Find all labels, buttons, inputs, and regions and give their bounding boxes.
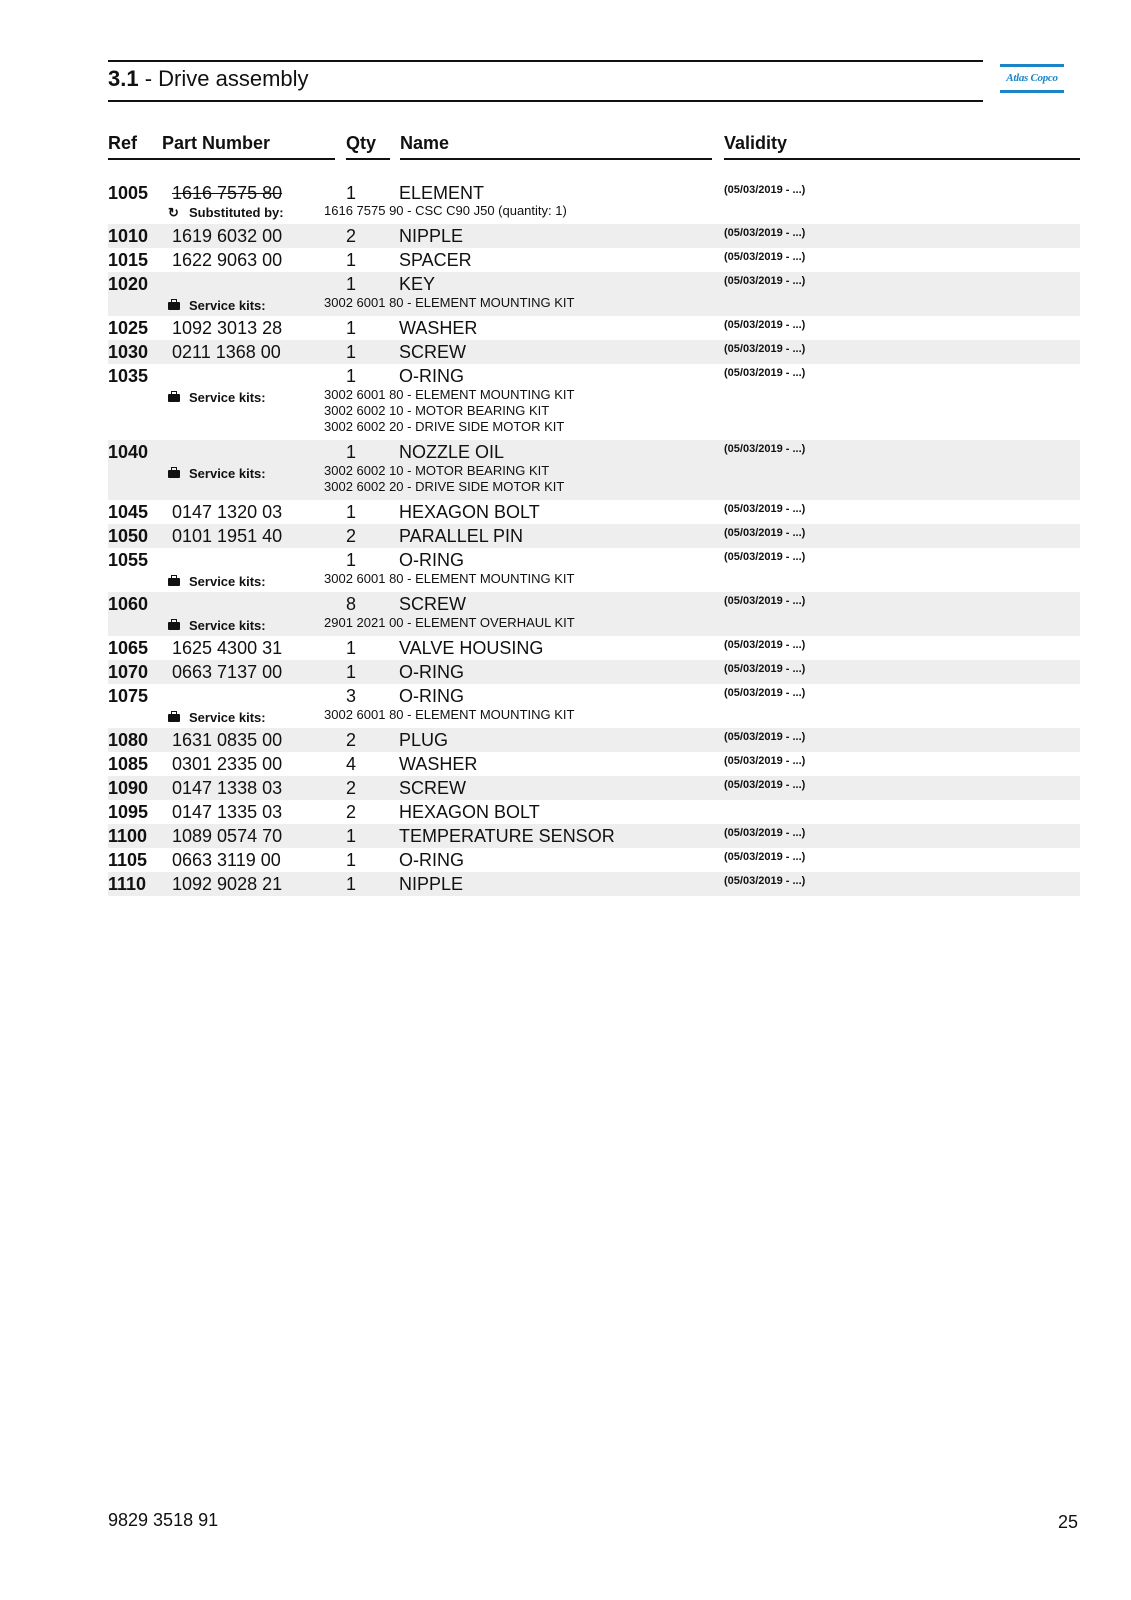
- ref-cell: 1055: [108, 550, 149, 570]
- ref-cell: 1040: [108, 442, 149, 462]
- toolbox-icon: [168, 466, 182, 482]
- logo-text: Atlas Copco: [1006, 72, 1058, 84]
- part-number-cell: 0147 1320 03: [172, 502, 283, 522]
- qty-cell: 4: [346, 754, 357, 774]
- part-number-cell: 1616 7575 80: [172, 183, 283, 203]
- name-cell: SCREW: [399, 778, 466, 798]
- service-kits-text: Service kits:: [189, 298, 266, 313]
- service-kit-item: 2901 2021 00 - ELEMENT OVERHAUL KIT: [324, 615, 575, 630]
- name-cell: SPACER: [399, 250, 472, 270]
- name-cell: ELEMENT: [399, 183, 485, 203]
- table-row: [108, 592, 1080, 636]
- validity-cell: (05/03/2019 - ...): [724, 319, 806, 331]
- ref-cell: 1015: [108, 250, 149, 270]
- ref-cell: 1030: [108, 342, 149, 362]
- table-row: [108, 776, 1080, 800]
- part-number-cell: 1622 9063 00: [172, 250, 283, 270]
- validity-cell: (05/03/2019 - ...): [724, 367, 806, 379]
- service-kits-text: Service kits:: [189, 618, 266, 633]
- qty-cell: 1: [346, 850, 357, 870]
- name-cell: NOZZLE OIL: [399, 442, 505, 462]
- qty-cell: 1: [346, 366, 357, 386]
- name-cell: NIPPLE: [399, 874, 464, 894]
- name-cell: PLUG: [399, 730, 449, 750]
- part-number-cell: 0663 7137 00: [172, 662, 283, 682]
- qty-cell: 1: [346, 274, 357, 294]
- ref-cell: 1100: [108, 826, 148, 846]
- qty-cell: 2: [346, 730, 357, 750]
- validity-cell: (05/03/2019 - ...): [724, 779, 806, 791]
- service-kits-text: Service kits:: [189, 574, 266, 589]
- name-cell: O-RING: [399, 366, 464, 386]
- validity-cell: (05/03/2019 - ...): [724, 343, 806, 355]
- name-cell: HEXAGON BOLT: [399, 802, 540, 822]
- ref-cell: 1070: [108, 662, 149, 682]
- part-number-cell: 1089 0574 70: [172, 826, 283, 846]
- col-part-number-header: Part Number: [162, 133, 271, 153]
- part-number-cell: 0147 1335 03: [172, 802, 283, 822]
- toolbox-icon: [168, 618, 182, 634]
- ref-cell: 1075: [108, 686, 149, 706]
- table-row: [108, 800, 1080, 824]
- validity-cell: (05/03/2019 - ...): [724, 551, 806, 563]
- part-number-cell: 1619 6032 00: [172, 226, 283, 246]
- table-row: [108, 684, 1080, 728]
- name-cell: O-RING: [399, 662, 464, 682]
- table-row: [108, 524, 1080, 548]
- part-number-cell: 1092 3013 28: [172, 318, 283, 338]
- validity-cell: (05/03/2019 - ...): [724, 251, 806, 263]
- table-row: [108, 752, 1080, 776]
- col-validity-header: Validity: [724, 133, 788, 153]
- name-cell: HEXAGON BOLT: [399, 502, 540, 522]
- validity-cell: (05/03/2019 - ...): [724, 443, 806, 455]
- ref-cell: 1080: [108, 730, 149, 750]
- qty-cell: 2: [346, 226, 357, 246]
- qty-cell: 1: [346, 342, 357, 362]
- header-bottom-rule: [108, 100, 983, 102]
- page-title: [108, 66, 309, 92]
- qty-cell: 1: [346, 662, 357, 682]
- name-cell: TEMPERATURE SENSOR: [399, 826, 615, 846]
- section-number: 3.1: [108, 66, 139, 91]
- name-cell: NIPPLE: [399, 226, 464, 246]
- table-row: [108, 500, 1080, 524]
- table-row: [108, 316, 1080, 340]
- qty-cell: 1: [346, 318, 357, 338]
- document-number: 9829 3518 91: [108, 1510, 219, 1530]
- part-number-cell: 1092 9028 21: [172, 874, 283, 894]
- part-number-cell: 0101 1951 40: [172, 526, 283, 546]
- name-cell: VALVE HOUSING: [399, 638, 544, 658]
- qty-cell: 2: [346, 778, 357, 798]
- ref-cell: 1045: [108, 502, 149, 522]
- table-row: [108, 340, 1080, 364]
- qty-cell: 1: [346, 826, 357, 846]
- toolbox-icon: [168, 710, 182, 726]
- col-name-header: Name: [400, 133, 450, 153]
- table-row: [108, 248, 1080, 272]
- toolbox-icon: [168, 574, 182, 590]
- qty-cell: 1: [346, 250, 357, 270]
- validity-cell: (05/03/2019 - ...): [724, 184, 806, 196]
- service-kits-text: Service kits:: [189, 466, 266, 481]
- table-row: [108, 660, 1080, 684]
- name-cell: KEY: [399, 274, 436, 294]
- table-row: [108, 872, 1080, 896]
- service-kit-item: 3002 6001 80 - ELEMENT MOUNTING KIT: [324, 707, 575, 722]
- refresh-icon: ↻: [168, 205, 179, 220]
- service-kit-item: 3002 6001 80 - ELEMENT MOUNTING KIT: [324, 571, 575, 586]
- service-kit-item: 3002 6001 80 - ELEMENT MOUNTING KIT: [324, 387, 575, 402]
- service-kits-label: [168, 390, 266, 406]
- validity-cell: (05/03/2019 - ...): [724, 851, 806, 863]
- qty-cell: 1: [346, 638, 357, 658]
- part-number-cell: 1631 0835 00: [172, 730, 283, 750]
- validity-cell: (05/03/2019 - ...): [724, 687, 806, 699]
- qty-cell: 1: [346, 550, 357, 570]
- page-number: 25: [1058, 1512, 1079, 1532]
- service-kit-item: 3002 6002 20 - DRIVE SIDE MOTOR KIT: [324, 419, 565, 434]
- part-number-cell: 0663 3119 00: [172, 850, 281, 870]
- table-row: [108, 224, 1080, 248]
- atlas-copco-logo: [1000, 64, 1064, 94]
- header-underline: [108, 158, 335, 160]
- qty-cell: 1: [346, 502, 357, 522]
- validity-cell: (05/03/2019 - ...): [724, 227, 806, 239]
- ref-cell: 1095: [108, 802, 149, 822]
- table-row: [108, 272, 1080, 316]
- validity-cell: (05/03/2019 - ...): [724, 731, 806, 743]
- qty-cell: 2: [346, 526, 357, 546]
- table-row: [108, 848, 1080, 872]
- service-kits-label: [168, 618, 266, 634]
- qty-cell: 1: [346, 183, 357, 203]
- ref-cell: 1085: [108, 754, 149, 774]
- part-number-cell: 0147 1338 03: [172, 778, 283, 798]
- validity-cell: (05/03/2019 - ...): [724, 663, 806, 675]
- validity-cell: (05/03/2019 - ...): [724, 503, 806, 515]
- toolbox-icon: [168, 390, 182, 406]
- ref-cell: 1025: [108, 318, 149, 338]
- ref-cell: 1050: [108, 526, 149, 546]
- ref-cell: 1110: [108, 874, 147, 894]
- validity-cell: (05/03/2019 - ...): [724, 595, 806, 607]
- name-cell: WASHER: [399, 318, 478, 338]
- substituted-by-text: Substituted by:: [189, 205, 284, 220]
- qty-cell: 1: [346, 442, 357, 462]
- name-cell: SCREW: [399, 594, 466, 614]
- ref-cell: 1020: [108, 274, 149, 294]
- toolbox-icon: [168, 298, 182, 314]
- validity-cell: (05/03/2019 - ...): [724, 755, 806, 767]
- service-kits-label: [168, 574, 266, 590]
- name-cell: O-RING: [399, 686, 464, 706]
- service-kit-item: 3002 6002 20 - DRIVE SIDE MOTOR KIT: [324, 479, 565, 494]
- table-row: [108, 728, 1080, 752]
- validity-cell: (05/03/2019 - ...): [724, 639, 806, 651]
- validity-cell: (05/03/2019 - ...): [724, 527, 806, 539]
- ref-cell: 1090: [108, 778, 149, 798]
- ref-cell: 1105: [108, 850, 148, 870]
- table-row: [108, 548, 1080, 592]
- col-ref-header: Ref: [108, 133, 138, 153]
- substituted-by-label: [168, 205, 284, 221]
- name-cell: O-RING: [399, 850, 464, 870]
- ref-cell: 1065: [108, 638, 149, 658]
- ref-cell: 1010: [108, 226, 149, 246]
- validity-cell: (05/03/2019 - ...): [724, 875, 806, 887]
- name-cell: O-RING: [399, 550, 464, 570]
- qty-cell: 2: [346, 802, 357, 822]
- validity-cell: (05/03/2019 - ...): [724, 275, 806, 287]
- table-row: [108, 636, 1080, 660]
- service-kits-label: [168, 466, 266, 482]
- section-title: - Drive assembly: [138, 66, 309, 91]
- service-kits-label: [168, 298, 266, 314]
- qty-cell: 8: [346, 594, 357, 614]
- table-row: [108, 364, 1080, 440]
- service-kits-text: Service kits:: [189, 710, 266, 725]
- part-number-cell: 1625 4300 31: [172, 638, 283, 658]
- name-cell: PARALLEL PIN: [399, 526, 524, 546]
- col-qty-header: Qty: [346, 133, 377, 153]
- ref-cell: 1060: [108, 594, 149, 614]
- validity-cell: (05/03/2019 - ...): [724, 827, 806, 839]
- service-kit-item: 3002 6002 10 - MOTOR BEARING KIT: [324, 403, 550, 418]
- name-cell: WASHER: [399, 754, 478, 774]
- part-number-cell: 0301 2335 00: [172, 754, 283, 774]
- name-cell: SCREW: [399, 342, 466, 362]
- header-top-rule: [108, 60, 983, 62]
- part-number-cell: 0211 1368 00: [172, 342, 281, 362]
- substitute-part: 1616 7575 90 - CSC C90 J50 (quantity: 1): [324, 203, 567, 218]
- service-kit-item: 3002 6001 80 - ELEMENT MOUNTING KIT: [324, 295, 575, 310]
- header-underline: [400, 158, 712, 160]
- service-kits-label: [168, 710, 266, 726]
- service-kit-item: 3002 6002 10 - MOTOR BEARING KIT: [324, 463, 550, 478]
- table-row: [108, 181, 1080, 224]
- ref-cell: 1005: [108, 183, 149, 203]
- header-underline: [346, 158, 390, 160]
- qty-cell: 3: [346, 686, 357, 706]
- service-kits-text: Service kits:: [189, 390, 266, 405]
- table-row: [108, 824, 1080, 848]
- ref-cell: 1035: [108, 366, 149, 386]
- table-row: [108, 440, 1080, 500]
- qty-cell: 1: [346, 874, 357, 894]
- header-underline: [724, 158, 1080, 160]
